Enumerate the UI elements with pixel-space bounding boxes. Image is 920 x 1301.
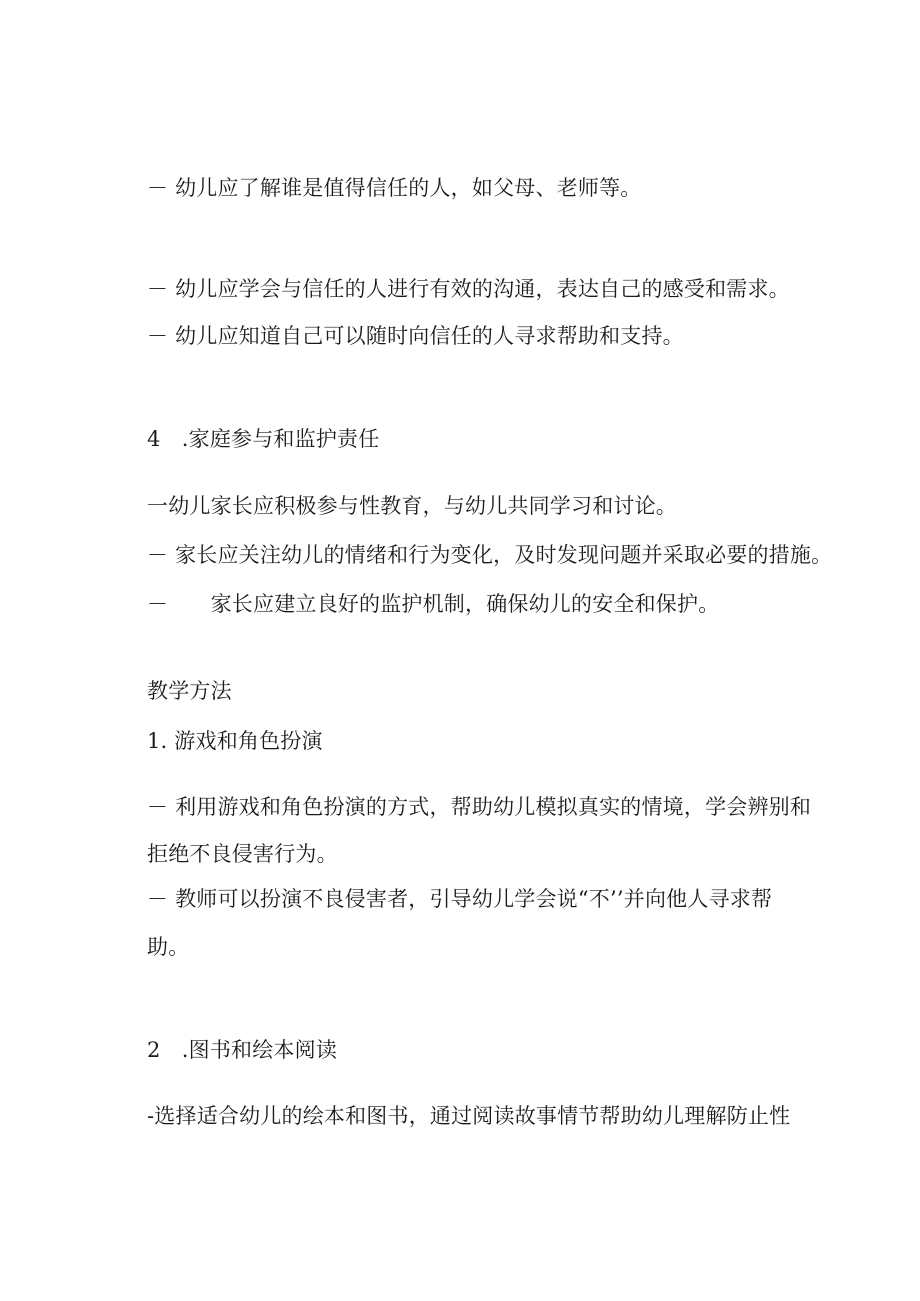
heading-teaching-methods: 教学方法	[147, 679, 232, 703]
bullet-teacher-line2: 助。	[147, 935, 190, 959]
subheading-books-reading: 2 .图书和绘本阅读	[147, 1038, 338, 1062]
bullet-parents-participate: 一幼儿家长应积极参与性教育，与幼儿共同学习和讨论。	[147, 494, 677, 518]
bullet-seek-help: － 幼儿应知道自己可以随时向信任的人寻求帮助和支持。	[147, 324, 684, 348]
bullet-trusted-people: － 幼儿应了解谁是值得信任的人，如父母、老师等。	[147, 176, 642, 200]
bullet-roleplay-line1: － 利用游戏和角色扮演的方式，帮助幼儿模拟真实的情境，学会辨别和	[147, 795, 812, 819]
bullet-parents-supervision: － 家长应建立良好的监护机制，确保幼儿的安全和保护。	[147, 592, 720, 616]
subheading-games-roleplay: 1. 游戏和角色扮演	[147, 729, 323, 753]
bullet-teacher-line1: － 教师可以扮演不良侵害者，引导幼儿学会说“不’’并向他人寻求帮	[147, 887, 773, 911]
section-heading-family: 4 .家庭参与和监护责任	[147, 427, 380, 451]
bullet-parents-attention: － 家长应关注幼儿的情绪和行为变化，及时发现问题并采取必要的措施。	[147, 543, 833, 567]
bullet-roleplay-line2: 拒绝不良侵害行为。	[147, 842, 338, 866]
bullet-picture-books: -选择适合幼儿的绘本和图书，通过阅读故事情节帮助幼儿理解防止性	[147, 1104, 791, 1128]
bullet-effective-communication: － 幼儿应学会与信任的人进行有效的沟通，表达自己的感受和需求。	[147, 277, 790, 301]
